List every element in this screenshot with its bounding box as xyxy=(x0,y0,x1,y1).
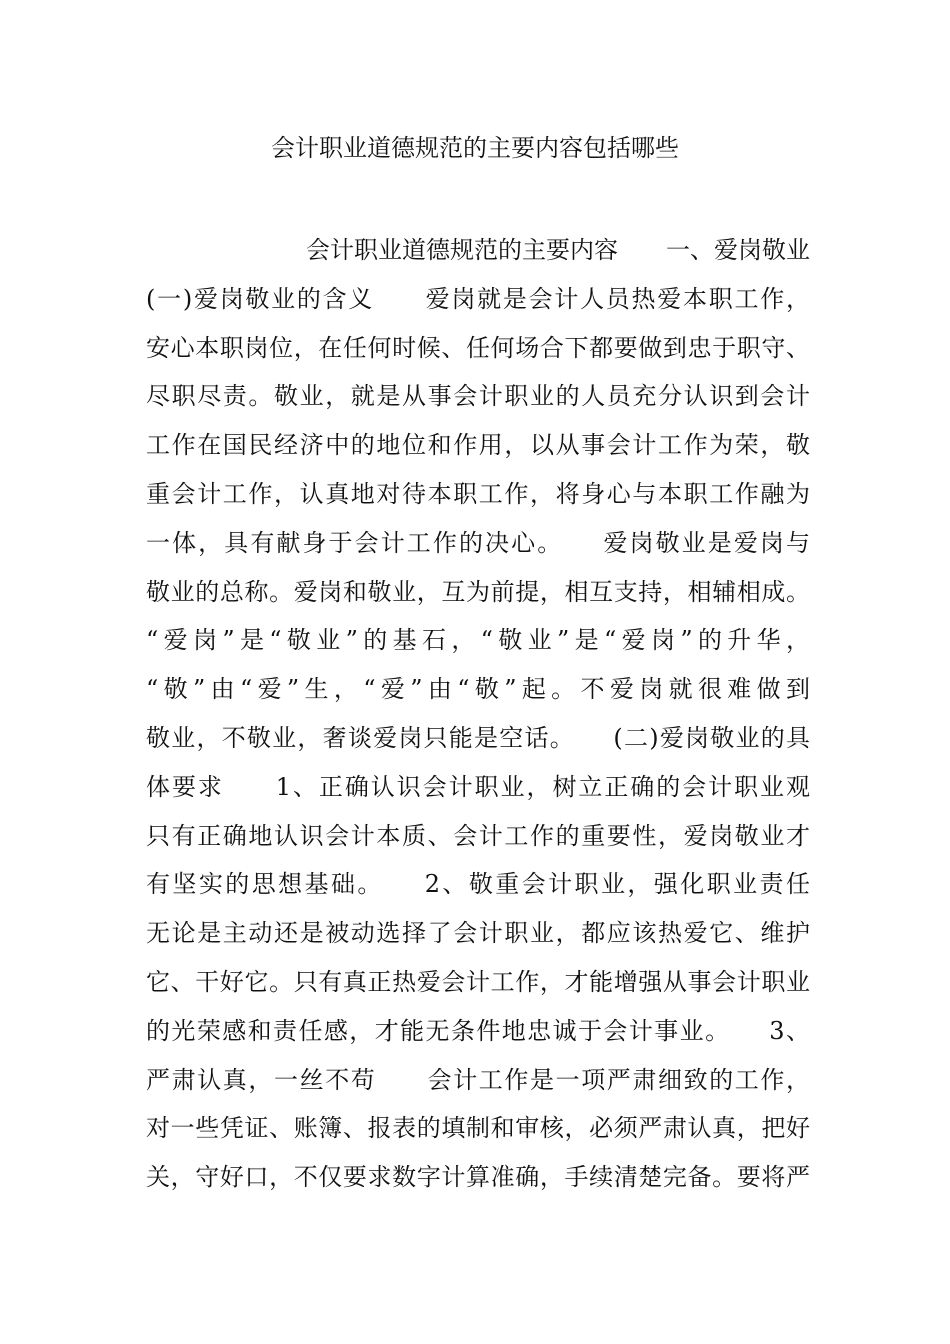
body-line: 敬业，不敬业，奢谈爱岗只能是空话。 (二)爱岗敬业的具 xyxy=(146,723,810,752)
body-line: 一体，具有献身于会计工作的决心。 爱岗敬业是爱岗与 xyxy=(146,528,810,557)
body-line: 安心本职岗位，在任何时候、任何场合下都要做到忠于职守、 xyxy=(146,333,810,362)
body-line: 有坚实的思想基础。 2、敬重会计职业，强化职业责任 xyxy=(146,870,810,899)
body-line: 尽职尽责。敬业，就是从事会计职业的人员充分认识到会计 xyxy=(146,382,810,411)
body-line: 工作在国民经济中的地位和作用，以从事会计工作为荣，敬 xyxy=(146,431,810,460)
body-line: 敬业的总称。爱岗和敬业，互为前提，相互支持，相辅相成。 xyxy=(146,577,810,606)
body-line: 会计职业道德规范的主要内容 一、爱岗敬业 xyxy=(306,236,810,264)
body-line: 关，守好口，不仅要求数字计算准确，手续清楚完备。要将严 xyxy=(146,1163,810,1192)
body-line: 它、干好它。只有真正热爱会计工作，才能增强从事会计职业 xyxy=(146,967,810,996)
document-body xyxy=(146,226,810,1202)
body-line: 严肃认真，一丝不苟 会计工作是一项严肃细致的工作， xyxy=(146,1065,810,1094)
body-line: 无论是主动还是被动选择了会计职业，都应该热爱它、维护 xyxy=(146,919,810,948)
body-line: 体要求 1、正确认识会计职业，树立正确的会计职业观 xyxy=(146,772,810,801)
body-line: 只有正确地认识会计本质、会计工作的重要性，爱岗敬业才 xyxy=(146,821,810,850)
body-line: “爱岗”是“敬业”的基石，“敬业”是“爱岗”的升华， xyxy=(146,626,810,655)
body-line: 重会计工作，认真地对待本职工作，将身心与本职工作融为 xyxy=(146,479,810,508)
body-line: “敬”由“爱”生，“爱”由“敬”起。不爱岗就很难做到 xyxy=(146,675,810,704)
body-line: 的光荣感和责任感，才能无条件地忠诚于会计事业。 3、 xyxy=(146,1016,810,1045)
body-line: (一)爱岗敬业的含义 爱岗就是会计人员热爱本职工作， xyxy=(146,284,810,313)
document-title: 会计职业道德规范的主要内容包括哪些 xyxy=(271,134,679,162)
body-line: 对一些凭证、账簿、报表的填制和审核，必须严肃认真，把好 xyxy=(146,1114,810,1143)
